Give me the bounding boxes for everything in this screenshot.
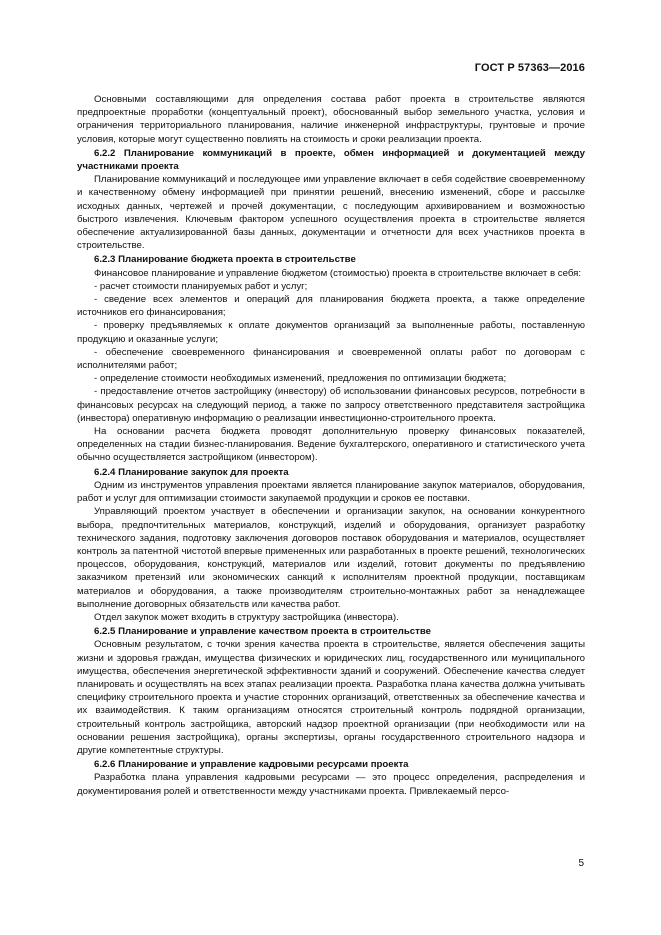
list-item: - предоставление отчетов застройщику (инвестору) об использовании финансовых ресурсов, потребности в финансовых ресурсах на следующий период, а также по запросу ответственного представителя застройщика (инвестора) оперативную информацию о реализации инвестиционно-строительного проекта.: [77, 386, 585, 424]
paragraph: Разработка плана управления кадровыми ресурсами — это процесс определения, распределения и документирования ролей и ответственности между участниками проекта. Привлекаемый персо-: [77, 772, 585, 797]
section-heading: 6.2.3 Планирование бюджета проекта в строительстве: [94, 254, 356, 266]
page-body: [77, 93, 585, 798]
paragraph: Планирование коммуникаций и последующее ими управление включает в себя содействие своевременному и качественному обмену информацией при принятии решений, внесению изменений, сборе и рассылке исходных данных, чертежей и прочей документации, с последующим архивированием и возможностью быстрого извлечения. Ключевым фактором успешного осуществления проекта в строительстве является обеспечение актуализированной базы данных, документации и отчетности для всех участников проекта в строительстве.: [77, 174, 585, 252]
list-item: - определение стоимости необходимых изменений, предложения по оптимизации бюджета;: [94, 373, 507, 385]
section-heading: 6.2.5 Планирование и управление качеством проекта в строительстве: [94, 626, 432, 638]
list-item: - обеспечение своевременного финансирования и своевременной оплаты работ по договорам с исполнителями работ;: [77, 346, 585, 372]
section-heading: 6.2.2 Планирование коммуникаций в проекте, обмен информацией и документацией между участниками проекта: [77, 147, 585, 173]
paragraph: Основными составляющими для определения состава работ проекта в строительстве являются предпроектные проработки (концептуальный проект), обоснованный выбор земельного участка, условия и ограничения территориального планирования, наличие инженерной инфраструктуры, грунтовые и прочие условия, которые могут существенно повлиять на стоимость и сроки реализации проекта.: [77, 94, 585, 145]
list-item: - проверку предъявляемых к оплате документов организаций за выполненные работы, поставленную продукцию и оказанные услуги;: [77, 320, 585, 345]
document-header-gost: ГОСТ Р 57363—2016: [474, 62, 585, 74]
list-item: - расчет стоимости планируемых работ и услуг;: [94, 280, 308, 292]
paragraph: На основании расчета бюджета проводят дополнительную проверку финансовых показателей, определенных на стадии бизнес-планирования. Ведение бухгалтерского, оперативного и статистического учета обычно осуществляется застройщиком (инвестором).: [77, 426, 585, 464]
list-item: - сведение всех элементов и операций для планирования бюджета проекта, а также определение источников его финансирования;: [77, 294, 585, 319]
paragraph: Одним из инструментов управления проектами является планирование закупок материалов, оборудования, работ и услуг для оптимизации стоимости закупаемой продукции и сроков ее поставки.: [77, 479, 585, 505]
paragraph: Основным результатом, с точки зрения качества проекта в строительстве, является обеспечения защиты жизни и здоровья граждан, имущества физических и юридических лиц, государственного или муниципального имущества, обеспечения энергетической эффективности зданий и сооружений. Обеспечение качества следует планировать и осуществлять на всех этапах реализации проекта. Разработка плана качества должна учитывать специфику строительного проекта и участие сторонних организаций, ответственных за обеспечение качества и их взаимодействия. К таким организациям относятся строительный контроль подрядной организации, строительный контроль застройщика, авторский надзор проектной организации (при необходимости или на основании решения застройщика), органы экспертизы, органы государственного строительного надзора и другие компетентные структуры.: [77, 639, 585, 756]
section-heading: 6.2.4 Планирование закупок для проекта: [94, 466, 289, 478]
paragraph: Отдел закупок может входить в структуру застройщика (инвестора).: [94, 611, 399, 623]
paragraph: Финансовое планирование и управление бюджетом (стоимостью) проекта в строительстве включает в себя:: [94, 267, 582, 279]
paragraph: Управляющий проектом участвует в обеспечении и организации закупок, на основании конкурентного выбора, предпочтительных материалов, конструкций, изделий и оборудования, организует разработку технического задания, подготовку заключения договоров поставок оборудования и материалов, осуществляет контроль за патентной чистотой впервые примененных или разработанных в проекте решений, технологических процессов, оборудования, конструкций, материалов или изделий, готовит документы по предъявлению заказчиком претензий или экономических санкций к исполнителям проектной продукции, поставщикам материалов и оборудования, а также производителям строительно-монтажных работ за ненадлежащее выполнение договорных обязательств или качества работ.: [77, 506, 585, 610]
page-number: 5: [578, 858, 584, 869]
section-heading: 6.2.6 Планирование и управление кадровыми ресурсами проекта: [94, 759, 409, 771]
